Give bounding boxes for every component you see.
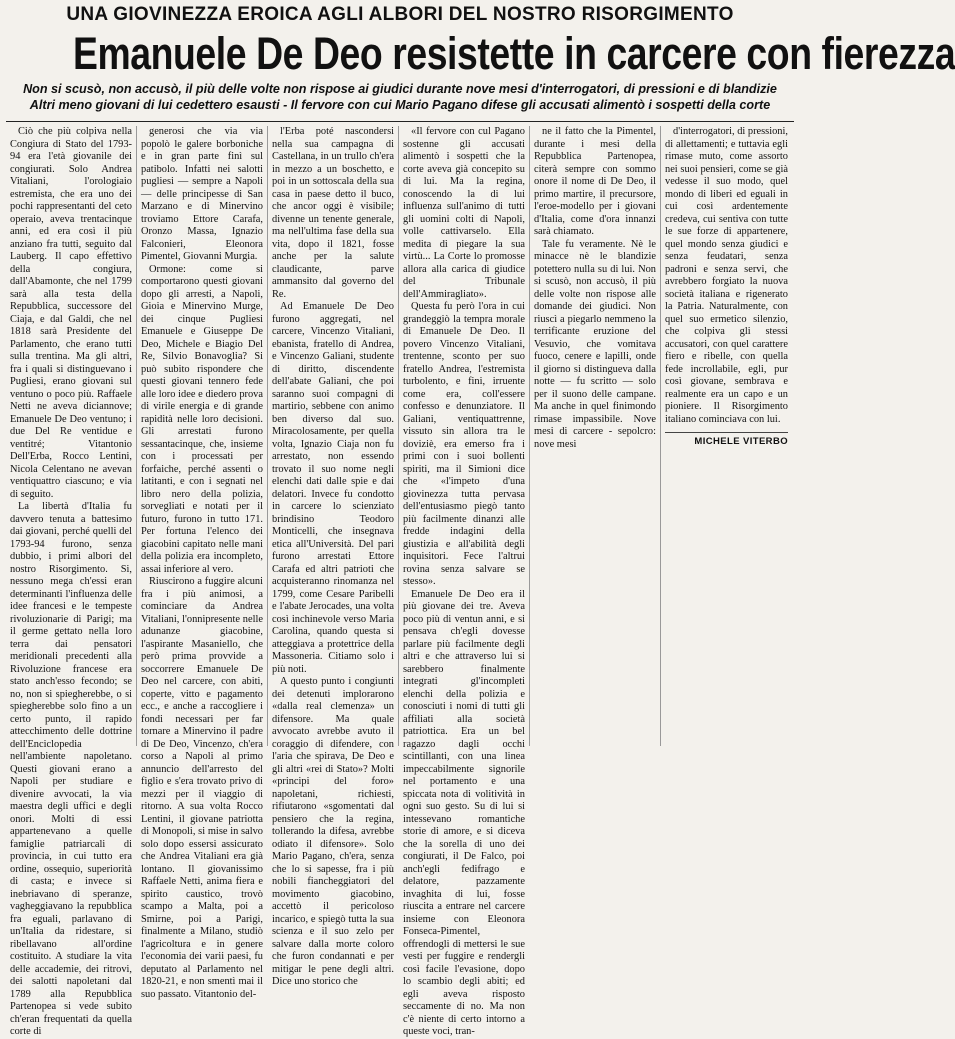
divider	[6, 121, 794, 122]
paragraph: Ad Emanuele De Deo furono aggregati, nel carcere, Vincenzo Vitaliani, ebanista, fratello di Andrea, e Vincenzo Galiani, studente di diritto, discendente dell'abate Galiani, che poi saranno suoi compagni di martirio, sebbene con animo ben diverso dal suo. Miracolosamente, per quella volta, Ignazio Ciaja non fu arrestato, non essendo trovato il suo nome negli elenchi dati dalle spie e dai delatori. Invece fu condotto in carcere lo scienziato brindisino Teodoro Monticelli, che insegnava etica all'Università. Del pari furono arrestati Ettore Carafa ed altri patrioti che acquisteranno rinomanza nel 1799, come Cesare Paribelli e l'abate Jerocades, una volta così inchinevole verso Maria Carolina, quando questa si atteggiava a protettrice della Massoneria. Citiamo solo i più noti.	[272, 301, 394, 675]
paragraph: La libertà d'Italia fu davvero tenuta a battesimo dai giovani, perché quelli del 1793-94 furono, senza dubbio, i primi albori del nostro Risorgimento. Si, nessuno mega ch'essi eran determinanti l'influenza delle idee francesi e le tempeste rivoluzionarie di Parigi; ma il germe gettato nella loro terra dai pensatori meridionali precedenti alla Rivoluzione francese era stato anch'esso fecondo; se no, non si spiegherebbe, o si spiegherebbe solo fino a un certo punto, il rapido attecchimento delle dottrine dell'Enciclopedia nell'ambiente napoletano. Questi giovani erano a Napoli per studiare e divenire avvocati, la via maestra degli uffici e degli onori. Molti di essi appartenevano a quelle famiglie patriarcali di provincia, in cui tutto era ordine, ossequio, superiorità di casta; e invece si inebriavano di speranze, vagheggiavano la repubblica fra eguali, parlavano di un'Italia da ridestare, si ribellavano all'ordine costituito. A studiare la vita delle accademie, dei ritrovi, dei salotti napoletani dal 1789 alla Repubblica Partenopea si vede subito ch'eran frequentati da quella corte di	[10, 501, 132, 1037]
paragraph: Tale fu veramente. Nè le minacce nè le blandizie potettero nulla su di lui. Non si scusò, non accusò, il più delle volte non rispose alle domande dei giudici. Non riuscì a piegarlo nemmeno la terrificante eruzione del Vesuvio, che vomitava fuoco, cenere e lapilli, onde il giorno si distingueva dalla notte — fu scritto — solo per il suono delle campane. Ma anche in quel finimondo rimase impassibile. Nove mesi di carcere - sepolcro: nove mesi	[534, 238, 656, 450]
column-4	[399, 126, 530, 1037]
deck-line: Altri meno giovani di lui cedettero esausti - Il fervore con cui Mario Pagano difese gli accusati alimentò i sospetti della corte	[29, 97, 771, 112]
paragraph: d'interrogatori, di pressioni, di allettamenti; e tuttavia egli rimase muto, come assorto nei suoi pensieri, come se già vedesse il suo modo, quel mondo di liberi ed eguali in cui così ardentemente credeva, cui sentiva con tutte le sue forze di appartenere, quel mondo senza giudici e senza feudatari, senza padroni e senza servi, che avrebbero forgiato la nuova società italiana e rigenerato la Patria. Naturalmente, con quel suo ermetico silenzio, che colpiva gli stessi accusatori, con quel carattere fiero e ribelle, con quella fede incrollabile, egli, pur così giovane, sembrava e realmente era un capo e un pioniere. Il Risorgimento italiano cominciava con lui.	[665, 126, 788, 425]
paragraph: Emanuele De Deo era il più giovane dei tre. Aveva poco più di ventun anni, e si pensava ch'egli dovesse parlare più facilmente degli altri e che attraverso lui si sarebbero finalmente integrati gl'incompleti elenchi della polizia e conosciuti i nomi di tutti gli affiliati alla società patriottica. Era un bel ragazzo dagli occhi scintillanti, con una linea impeccabilmente signorile nel portamento e una spiccata nota di volitività in ogni suo gesto. Su di lui si intessevano romantiche storie di amore, e si diceva che la sorella di uno dei congiurati, il De Falco, poi anch'egli fedifrago e delatore, pazzamente invaghita di lui, fosse riuscita a entrare nel carcere insieme con Eleonora Fonseca-Pimentel, offrendogli di mettersi le sue vesti per fuggire e rendergli così facile l'evasione, dopo lo scambio degli abiti; ed egli aveva risposto seccamente di no. Ma non c'è niente di certo intorno a queste voci, tran-	[403, 588, 525, 1037]
paragraph: Ciò che più colpiva nella Congiura di Stato del 1793-94 era l'età giovanile dei congiurati. Solo Andrea Vitaliani, l'orologiaio estremista, che era uno dei pochi rappresentanti del ceto operaio, aveva trentacinque anni, ed era così il più anziano fra tutti, seguito dal Lauberg. Il capo effettivo della congiura, dall'Abamonte, che nel 1799 sarà alla testa della Repubblica, successore del Ciaja, e dal Galdi, che nel 1818 sarà Presidente del Parlamento, che erano tutti sulla trentina. Ma gli altri, fra i quali si distinguevano i Pugliesi, erano giovani sul ventuno o poco più. Raffaele Netti ne aveva diciannove; Emanuele De Deo ventuno; i due Del Re ventidue e ventitré; Vitantonio Dell'Erba, Rocco Lentini, Nicola Celentano ne avevan ventiquattro ciascuno; e via di seguito.	[10, 126, 132, 500]
article-columns	[6, 126, 794, 1037]
kicker: UNA GIOVINEZZA EROICA AGLI ALBORI DEL NOSTRO RISORGIMENTO	[66, 4, 734, 25]
column-3	[268, 126, 399, 987]
byline: MICHELE VITERBO	[665, 432, 788, 449]
column-5	[530, 126, 661, 746]
column-2	[137, 126, 268, 1000]
paragraph: Questa fu però l'ora in cui grandeggiò la tempra morale di Emanuele De Deo. Il povero Vincenzo Vitaliani, trentenne, sconto per suo fratello Andrea, l'estremista turbolento, e fini, irruente come era, coll'essere confesso e denunziatore. Il Galiani, ventiquattrenne, vissuto sin allora tra le doviziè, era emerso fra i primi con i suoi bollenti spiriti, ma il Simioni dice che «l'impeto d'una giovinezza tutta pervasa dell'entusiasmo piegò tanto più facilmente dinanzi alle fredde indagini della giustizia e all'abilità degli inquisitori. Fece l'altrui rovina senza salvare se stesso».	[403, 301, 525, 587]
deck	[6, 82, 794, 113]
paragraph: «Il fervore con cul Pagano sostenne gli accusati alimentò i sospetti che la corte aveva già concepito su di lui. Ma la regina, conoscendo la di lui influenza sull'animo di tutti gli uomini colti di Napoli, volle cattivarselo. Ella medita di piegare la sua virtù... La Corte lo promosse allora alla carica di giudice del Tribunale dell'Ammiragliato».	[403, 126, 525, 300]
paragraph: ne il fatto che la Pimentel, durante i mesi della Repubblica Partenopea, citerà sempre con sommo onore il nome di De Deo, il primo martire, il precursore, l'eroe-modello per i giovani d'Italia, come d'ora innanzi sarà chiamato.	[534, 126, 656, 237]
paragraph: generosi che via via popolò le galere borboniche e in gran parte finì sul patibolo. Infatti nei salotti pugliesi — sempre a Napoli — delle principesse di San Marzano e di Minervino troviamo Ettore Carafa, Oronzo Massa, Ignazio Falconieri, Eleonora Pimentel, Giovanni Murgia.	[141, 126, 263, 262]
paragraph: Ormone: come si comportarono questi giovani dopo gli arresti, a Napoli, Gioia e Minervino Murge, dei cinque Pugliesi Emanuele e Giuseppe De Deo, Michele e Biagio Del Re, Silvio Bonavoglia? Si può subito rispondere che questi giovani tennero fede alle loro idee e diedero prova di virile energia e di grande rapidità nelle loro decisioni. Gli arrestati furono sessantacinque, che, insieme con i processati per forfaiche, perché assenti o latitanti, e con i segnati nel libro nero della polizia, sorvegliati e notati per il futuro, furono in tutto 171. Per fortuna l'elenco dei giacobini capitato nelle mani della polizia era incompleto, assai inferiore al vero.	[141, 263, 263, 575]
column-1	[6, 126, 137, 1037]
headline: Emanuele De Deo resistette in carcere con fierezza	[72, 28, 955, 79]
paragraph: A questo punto i congiunti dei detenuti implorarono «dalla real clemenza» un difensore. Ma quale avvocato avrebbe avuto il coraggio di difendere, con l'aria che spirava, De Deo e gli altri «rei di Stato»? Molti «principi del foro» napoletani, richiesti, rifiutarono «sgomentati dal pensiero che la regina, tollerando la difesa, avrebbe odiato il difensore». Solo Mario Pagano, ch'era, senza che lo si sapesse, fra i più nobili fiancheggiatori del movimento giacobino, accettò il pericoloso incarico, e spiegò tutta la sua scienza e il suo zelo per salvare dalla morte coloro che furon condannati e per mitigar le pene degli altri. Dice uno storico che	[272, 676, 394, 987]
paragraph: Riuscirono a fuggire alcuni fra i più animosi, a cominciare da Andrea Vitaliani, l'onnipresente nelle adunanze giacobine, l'aspirante Masaniello, che però prima provvide a soccorrere Emanuele De Deo nel carcere, con abiti, coperte, vitto e pagamento ecc., e anche a raccogliere i fondi necessari per far tornare a Minervino il padre di De Deo, Vincenzo, ch'era corso a Napoli al primo annuncio dell'arresto del figlio e s'era trovato privo di mezzi per il viaggio di ritorno. A sua volta Rocco Lentini, il giovane patriotta di Monopoli, si mise in salvo solo dopo essersi assicurato che Andrea Vitaliani era già lontano. Il giovanissimo Raffaele Netti, anima fiera e spirito caustico, trovò scampo a Malta, poi a Smirne, poi a Parigi, finalmente a Milano, studiò l'agricoltura e in genere l'economia dei varii paesi, fu deputato al Parlamento nel 1820-21, e non smentì mai il suo passato. Vitantonio del-	[141, 576, 263, 1000]
column-6	[661, 126, 792, 746]
paragraph: l'Erba poté nascondersi nella sua campagna di Castellana, in un trullo ch'era in mezzo a un boschetto, e poi in un sottoscala della sua casa in paese detto il buco, che ancor oggi è visibile; divenne un tenente generale, ma nell'ultima fase della sua vita, dopo il 1821, fosse anche per la salute claudicante, parve ammansito dal governo del Re.	[272, 126, 394, 300]
deck-line: Non si scusò, non accusò, il più delle volte non rispose ai giudici durante nove mesi d'interrogatori, di pressioni e di blandizie	[23, 82, 777, 96]
